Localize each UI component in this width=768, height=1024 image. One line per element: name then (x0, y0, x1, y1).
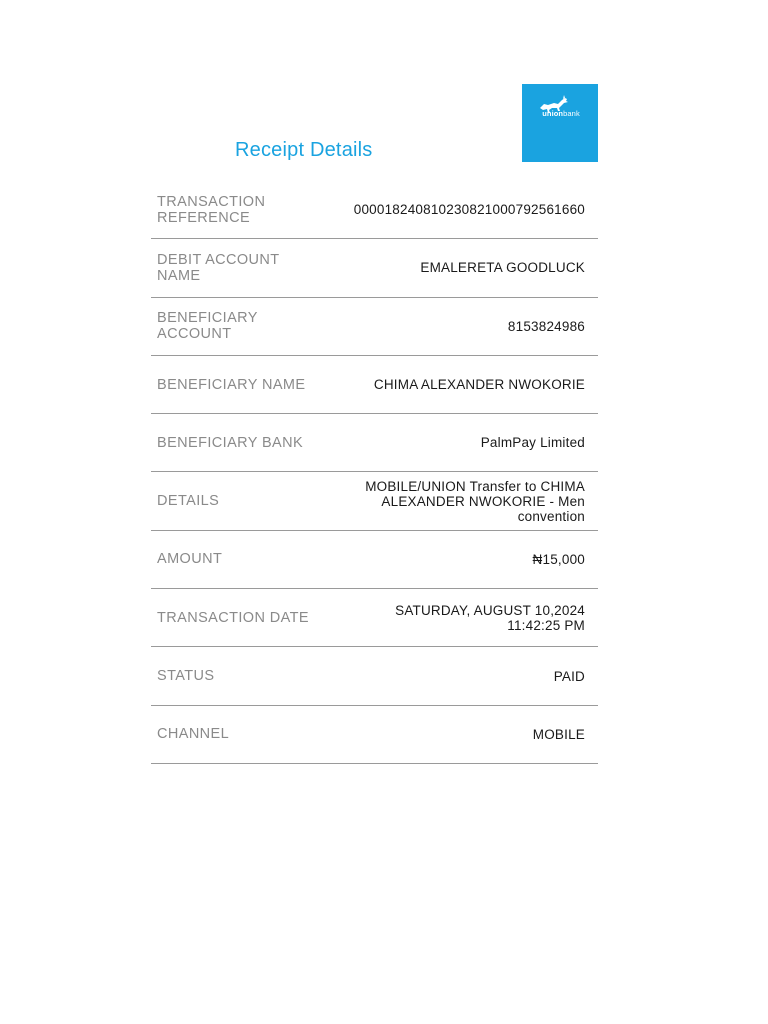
receipt-row-channel (151, 706, 598, 764)
row-label: BENEFICIARY NAME (157, 376, 306, 393)
row-label: DEBIT ACCOUNT NAME (157, 251, 280, 284)
row-value: ₦15,000 (532, 551, 585, 567)
row-value: MOBILE/UNION Transfer to CHIMA ALEXANDER NWOKORIE - Men convention (365, 478, 585, 524)
row-value: SATURDAY, AUGUST 10,2024 11:42:25 PM (395, 602, 585, 633)
receipt-row-status (151, 647, 598, 705)
row-label: BENEFICIARY BANK (157, 434, 304, 451)
row-value: 8153824986 (507, 318, 585, 334)
receipt-row-beneficiary-name (151, 356, 598, 414)
status-badge: PAID (553, 668, 585, 684)
row-label: BENEFICIARY ACCOUNT (157, 310, 258, 343)
row-label: TRANSACTION REFERENCE (157, 193, 266, 226)
receipt-row-transaction-date (151, 589, 598, 647)
logo-wordmark: unionbank (542, 109, 580, 118)
row-value: 000018240810230821000792561660 (353, 202, 585, 218)
receipt-row-transaction-reference (151, 181, 598, 239)
row-value: MOBILE (532, 726, 585, 742)
row-value: CHIMA ALEXANDER NWOKORIE (373, 377, 585, 393)
row-label: STATUS (157, 668, 215, 685)
union-bank-logo (522, 84, 598, 162)
row-label: CHANNEL (157, 726, 230, 743)
row-value: EMALERETA GOODLUCK (420, 260, 585, 276)
page-title: Receipt Details (235, 139, 373, 161)
row-value: PalmPay Limited (480, 435, 585, 451)
row-label: DETAILS (157, 493, 220, 510)
receipt-row-beneficiary-account (151, 298, 598, 356)
receipt-row-beneficiary-bank (151, 414, 598, 472)
receipt-row-details (151, 472, 598, 530)
receipt-details-list (151, 181, 598, 764)
receipt-row-debit-account-name (151, 239, 598, 297)
receipt-row-amount (151, 531, 598, 589)
row-label: TRANSACTION DATE (157, 609, 309, 626)
row-label: AMOUNT (157, 551, 223, 568)
